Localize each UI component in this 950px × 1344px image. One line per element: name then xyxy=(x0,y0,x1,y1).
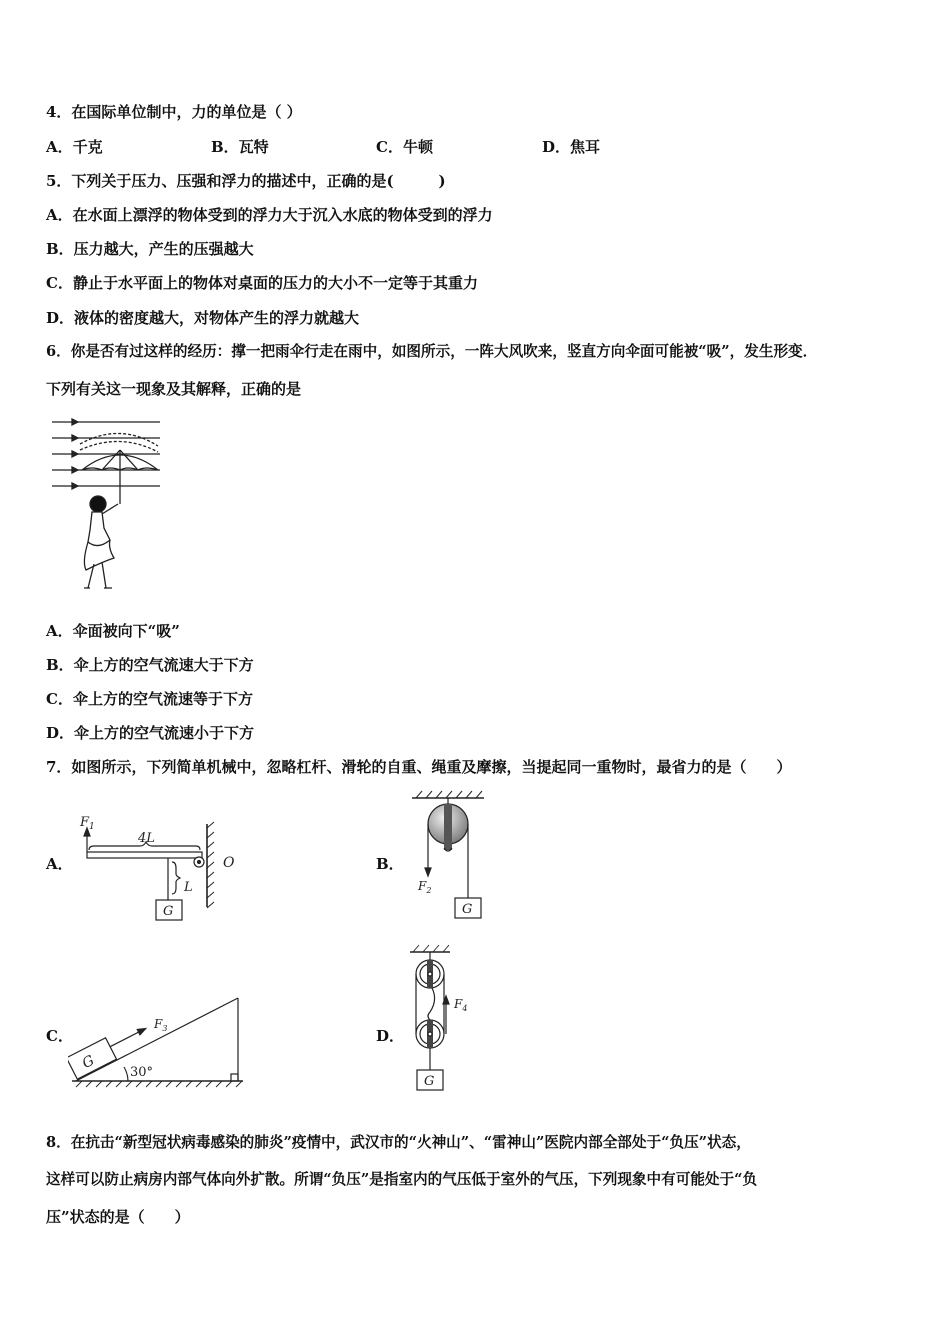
q7-option-b-label[interactable]: B． xyxy=(376,855,404,873)
figB-weight-label: G xyxy=(462,902,473,917)
q4-stem: 4．在国际单位制中，力的单位是（ ） xyxy=(46,103,302,121)
figB-force-label: $F_2$ xyxy=(418,879,432,895)
figA-pivot-label: O xyxy=(223,855,235,871)
figC-angle-label: 30° xyxy=(130,1065,154,1080)
q4-option-a[interactable]: A．千克 xyxy=(46,138,103,156)
figA-long-arm-label: 4L xyxy=(138,831,155,846)
figD-force-label: $F_4$ xyxy=(454,997,468,1013)
q4-option-d[interactable]: D．焦耳 xyxy=(542,138,601,156)
q6-option-b[interactable]: B．伞上方的空气流速大于下方 xyxy=(46,656,254,674)
figC-force-label: $F_3$ xyxy=(154,1017,168,1033)
q6-stem-line2: 下列有关这一现象及其解释，正确的是 xyxy=(46,380,302,398)
pulley-block-figure xyxy=(404,942,484,1092)
fixed-pulley-figure xyxy=(408,788,493,923)
q7-stem: 7．如图所示，下列简单机械中，忽略杠杆、滑轮的自重、绳重及摩擦，当提起同一重物时，最省力的是（ ） xyxy=(46,758,792,776)
umbrella-figure xyxy=(52,412,167,592)
q7-option-c-label[interactable]: C． xyxy=(46,1027,73,1045)
q7-option-d-label[interactable]: D． xyxy=(376,1027,405,1045)
q6-option-d[interactable]: D．伞上方的空气流速小于下方 xyxy=(46,724,255,742)
figC-weight-label: G xyxy=(79,1052,98,1072)
figA-force-label: $F_1$ xyxy=(80,815,95,832)
q8-line2: 这样可以防止病房内部气体向外扩散。所谓“负压”是指室内的气压低于室外的气压，下列现象中有可能处于“负 xyxy=(46,1171,758,1188)
q4-option-b[interactable]: B．瓦特 xyxy=(211,138,269,156)
q8-line3: 压”状态的是（ ） xyxy=(46,1208,190,1226)
q4-option-c[interactable]: C．牛顿 xyxy=(376,138,433,156)
figA-short-arm-label: L xyxy=(184,880,193,895)
figD-weight-label: G xyxy=(424,1074,435,1089)
q5-option-b[interactable]: B．压力越大，产生的压强越大 xyxy=(46,240,254,258)
q6-option-c[interactable]: C．伞上方的空气流速等于下方 xyxy=(46,690,253,708)
q6-option-a[interactable]: A．伞面被向下“吸” xyxy=(46,622,180,640)
incline-figure xyxy=(68,990,248,1090)
q8-line1: 8．在抗击“新型冠状病毒感染的肺炎”疫情中，武汉市的“火神山”、“雷神山”医院内部全部处于“负压”状态， xyxy=(46,1134,751,1151)
figA-weight-label: G xyxy=(163,904,174,919)
q7-option-a-label[interactable]: A． xyxy=(46,855,73,873)
q6-stem-line1: 6．你是否有过这样的经历：撑一把雨伞行走在雨中，如图所示，一阵大风吹来，竖直方向伞面可能被“吸”，发生形变． xyxy=(46,343,818,360)
q5-stem: 5．下列关于压力、压强和浮力的描述中，正确的是( ) xyxy=(46,172,446,190)
q5-option-a[interactable]: A．在水面上漂浮的物体受到的浮力大于沉入水底的物体受到的浮力 xyxy=(46,206,493,224)
q5-option-d[interactable]: D．液体的密度越大，对物体产生的浮力就越大 xyxy=(46,309,360,327)
q5-option-c[interactable]: C．静止于水平面上的物体对桌面的压力的大小不一定等于其重力 xyxy=(46,274,478,292)
lever-figure xyxy=(74,812,244,927)
